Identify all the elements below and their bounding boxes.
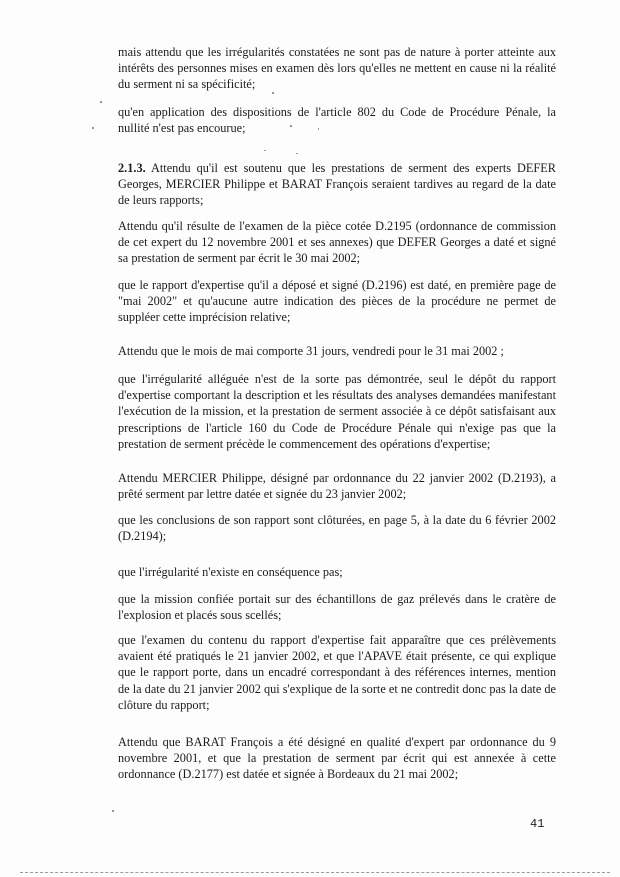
paragraph-p4: Attendu qu'il résulte de l'examen de la pièce cotée D.2195 (ordonnance de commission de cet expert du 12 novembre 2001 et ses annexes) que DEFER Georges a daté et signé sa prestation de serment par écrit le 30 mai 2002; — [118, 219, 556, 266]
scan-speck — [112, 810, 114, 812]
paragraph-p6: Attendu que le mois de mai comporte 31 jours, vendredi pour le 31 mai 2002 ; — [118, 344, 504, 358]
paragraph-p9: que les conclusions de son rapport sont clôturées, en page 5, à la date du 6 février 2002 (D.2194); — [118, 513, 556, 544]
scan-speck — [92, 127, 94, 129]
section-number: 2.1.3. — [118, 161, 146, 175]
paragraph-p3 — [118, 160, 556, 209]
scan-speck — [318, 128, 319, 130]
scan-speck — [264, 150, 266, 151]
scan-speck — [296, 153, 298, 154]
paragraph-p3-text: Attendu qu'il est soutenu que les prestations de serment des experts DEFER Georges, MERCIER Philippe et BARAT François seraient tardives au regard de la date de leurs rapports; — [118, 161, 556, 208]
paragraph-p12: que l'examen du contenu du rapport d'expertise fait apparaître que ces prélèvements avaient été pratiqués le 21 janvier 2002, et que l'APAVE était présente, ce qui explique que le rapport porte, dans un encadré correspondant à des références internes, mention de la date du 21 janvier 2002 qui s'explique de la sorte et ne contredit donc pas la date de clôture du rapport; — [118, 633, 556, 712]
paragraph-p13: Attendu que BARAT François a été désigné en qualité d'expert par ordonnance du 9 novembre 2001, et que la prestation de serment par écrit qui est annexée à cette ordonnance (D.2177) est datée et signée à Bordeaux du 21 mai 2002; — [118, 735, 556, 782]
paragraph-p1: mais attendu que les irrégularités constatées ne sont pas de nature à porter atteinte aux intérêts des personnes mises en examen dès lors qu'elles ne mettent en cause ni la réalité du serment ni sa spécificité; — [118, 45, 556, 92]
paragraph-p2: qu'en application des dispositions de l'article 802 du Code de Procédure Pénale, la nullité n'est pas encourue; — [118, 105, 556, 136]
page-number: 41 — [530, 817, 545, 831]
scan-bottom-edge — [20, 872, 610, 873]
paragraph-p10: que l'irrégularité n'existe en conséquence pas; — [118, 565, 343, 579]
paragraph-p7: que l'irrégularité alléguée n'est de la sorte pas démontrée, seul le dépôt du rapport d'expertise comportant la description et les résultats des analyses demandées manifestant l'exécution de la mission, et la prestation de serment associée à ce dépôt satisfaisant aux prescriptions de l'article 160 du Code de Procédure Pénale qui n'exige pas que la prestation de serment précède le commencement des opérations d'expertise; — [118, 372, 556, 451]
scan-speck — [100, 101, 102, 103]
paragraph-p5: que le rapport d'expertise qu'il a déposé et signé (D.2196) est daté, en première page de "mai 2002" et qu'aucune autre indication des pièces de la procédure ne permet de suppléer cette imprécision relative; — [118, 278, 556, 325]
paragraph-p8: Attendu MERCIER Philippe, désigné par ordonnance du 22 janvier 2002 (D.2193), a prêté serment par lettre datée et signée du 23 janvier 2002; — [118, 471, 556, 502]
paragraph-p11: que la mission confiée portait sur des échantillons de gaz prélevés dans le cratère de l'explosion et placés sous scellés; — [118, 592, 556, 623]
scan-speck — [290, 125, 292, 127]
scan-speck — [272, 92, 274, 94]
